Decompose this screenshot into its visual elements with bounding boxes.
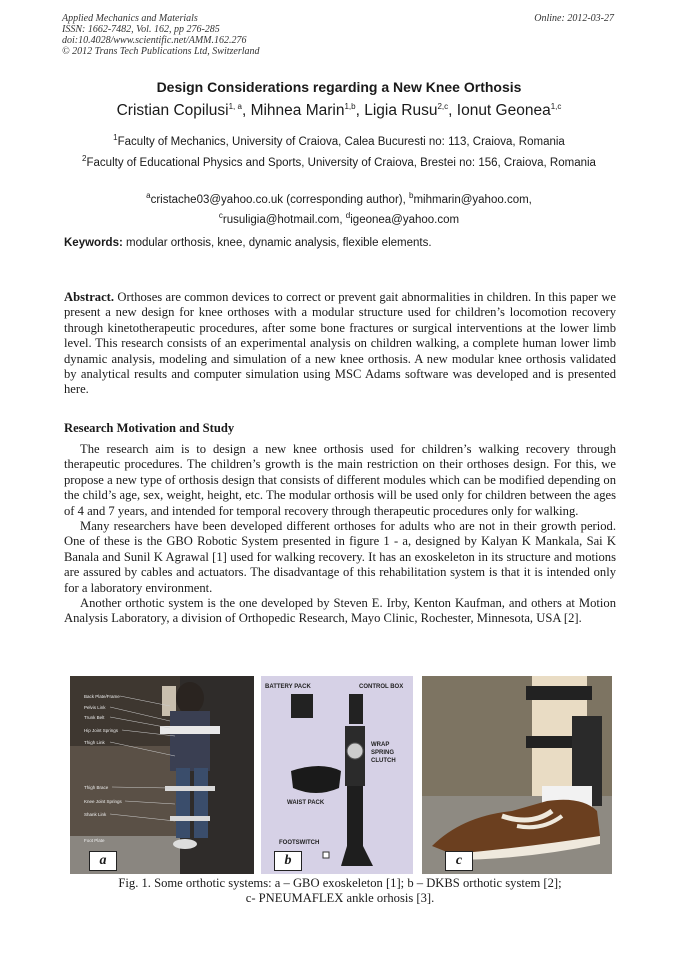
author-name: Ionut Geonea bbox=[456, 102, 551, 120]
abstract-label: Abstract. bbox=[64, 290, 115, 304]
caption-line: c- PNEUMAFLEX ankle orhosis [3]. bbox=[245, 891, 435, 905]
figure-label-c: c bbox=[445, 851, 473, 871]
gbo-exoskeleton-photo bbox=[70, 676, 254, 874]
fig-a-label: Thigh Link bbox=[84, 740, 105, 745]
fig-a-label: Thigh Brace bbox=[84, 785, 109, 790]
doi-line: doi:10.4028/www.scientific.net/AMM.162.276 bbox=[62, 35, 247, 46]
pneumaflex-ankle-photo bbox=[422, 676, 612, 874]
author-emails: $^a$cristache03@yahoo.co.uk (corresponding author), $^b$mihmarin@yahoo.com, $^c$rusuligia@hotmail.com, $^d$igeonea@yahoo.com bbox=[146, 191, 532, 226]
fig-a-label: Shank Link bbox=[84, 812, 107, 817]
author-sup: 2,c bbox=[437, 102, 449, 111]
keywords-label: Keywords: bbox=[64, 237, 123, 249]
author-sup: 1, a bbox=[228, 102, 242, 111]
author-name: Ligia Rusu bbox=[364, 102, 438, 120]
fig-a-label: Pelvis Link bbox=[84, 705, 106, 710]
author-sup: 1,c bbox=[550, 102, 562, 111]
fig-a-label: Knee Joint Springs bbox=[84, 799, 122, 804]
paragraph: The research aim is to design a new knee orthosis used for children’s walking recovery through therapeutic procedures. The children’s growth is the main restriction on their orthoses design. For this, we propose a new type of orthosis design that consists of different modules which can be modified depending on the child’s age, sex, weight, height, etc. The modular orthosis will be used only for children between the ages of 4 and 7 years, and intended for temporal recovery through therapeutic procedures only for walking. bbox=[64, 442, 616, 518]
section-heading: Research Motivation and Study bbox=[64, 421, 235, 435]
affiliation-2: $^2$Faculty of Educational Physics and Sports, University of Craiova, Brestei no: 156, Craiova, Romania bbox=[82, 154, 596, 169]
fig-a-label: Trunk Belt bbox=[84, 715, 105, 720]
section-body bbox=[64, 442, 616, 627]
dkbs-orthotic-photo bbox=[261, 676, 413, 874]
fig-b-label: WAIST PACK bbox=[287, 800, 325, 806]
author-list: Cristian Copilusi$^{1, a}$, Mihnea Marin$^{1,b}$, Ligia Rusu$^{2,c}$, Ionut Geonea$^{1,c}$ bbox=[116, 102, 562, 120]
fig-b-label: FOOTSWITCH bbox=[279, 840, 320, 846]
fig-b-label: CONTROL BOX bbox=[359, 684, 404, 690]
journal-name: Applied Mechanics and Materials bbox=[62, 13, 198, 24]
copyright-line: © 2012 Trans Tech Publications Ltd, Switzerland bbox=[62, 46, 260, 57]
figure-panel-b bbox=[261, 676, 413, 874]
abstract bbox=[64, 290, 616, 398]
paragraph: Many researchers have been developed different orthoses for adults who are not in their growth period. One of these is the GBO Robotic System presented in figure 1 - a, designed by Kalyan K Mankala, Sai K Banala and Sunil K Agrawal [1] used for walking recovery. It has an exoskeleton in its structure and motions are assured by cables and actuators. The disadvantage of this rehabilitation system is that it is intended only for a laboratory environment. bbox=[64, 519, 616, 595]
affiliation-1: $^1$Faculty of Mechanics, University of Craiova, Calea Bucuresti no: 113, Craiova, Romania bbox=[113, 133, 565, 148]
fig-b-label: BATTERY PACK bbox=[265, 684, 311, 690]
fig-a-label: Hip Joint Springs bbox=[84, 728, 119, 733]
author-sup: 1,b bbox=[344, 102, 356, 111]
caption-line: Fig. 1. Some orthotic systems: a – GBO exoskeleton [1]; b – DKBS orthotic system [2]; bbox=[118, 876, 562, 890]
author-name: Mihnea Marin bbox=[250, 102, 345, 120]
keywords bbox=[64, 237, 616, 249]
paragraph: Another orthotic system is the one developed by Steven E. Irby, Kenton Kaufman, and others at Motion Analysis Laboratory, a division of Orthopedic Research, Mayo Clinic, Rochester, Minnesota, USA [2]. bbox=[64, 596, 616, 626]
figure-panel-c bbox=[422, 676, 612, 874]
issn-line: ISSN: 1662-7482, Vol. 162, pp 276-285 bbox=[62, 24, 220, 35]
fig-a-label: Back Plate/Frame bbox=[84, 694, 120, 699]
online-date: Online: 2012-03-27 bbox=[534, 13, 614, 24]
fig-a-label: Foot Plate bbox=[84, 838, 105, 843]
fig-b-label: WRAP bbox=[371, 742, 390, 748]
email-link[interactable]: cristache03@yahoo.co.uk (corresponding author), bbox=[150, 193, 406, 206]
figure-label-a: a bbox=[89, 851, 117, 871]
figure-caption bbox=[64, 876, 616, 906]
email-link[interactable]: igeonea@yahoo.com bbox=[350, 213, 460, 226]
email-link[interactable]: mihmarin@yahoo.com, bbox=[413, 193, 532, 206]
fig-b-label: CLUTCH bbox=[371, 758, 396, 764]
author-name: Cristian Copilusi bbox=[116, 102, 229, 120]
paper-title: Design Considerations regarding a New Knee Orthosis bbox=[156, 79, 522, 95]
figure-panel-a bbox=[70, 676, 254, 874]
email-link[interactable]: rusuligia@hotmail.com, bbox=[222, 213, 343, 226]
fig-b-label: SPRING bbox=[371, 750, 395, 756]
figure-label-b: b bbox=[274, 851, 302, 871]
journal-header bbox=[62, 13, 614, 57]
keywords-text: modular orthosis, knee, dynamic analysis, flexible elements. bbox=[126, 237, 432, 249]
abstract-text: Orthoses are common devices to correct or prevent gait abnormalities in children. In this paper we present a new design for knee orthoses with a modular structure used for children’s locomotion recovery through kinetotherapeutic procedures, after some bone fractures or surgical interventions at the lower limb level. This research consists of an experimental analysis on children walking, a complete human lower limb dynamic analysis, modeling and simulation of a new knee orthosis. A new modular knee orthosis validated by analytical results and computer simulation using MSC Adams software was developed and is presented here. bbox=[64, 290, 617, 397]
